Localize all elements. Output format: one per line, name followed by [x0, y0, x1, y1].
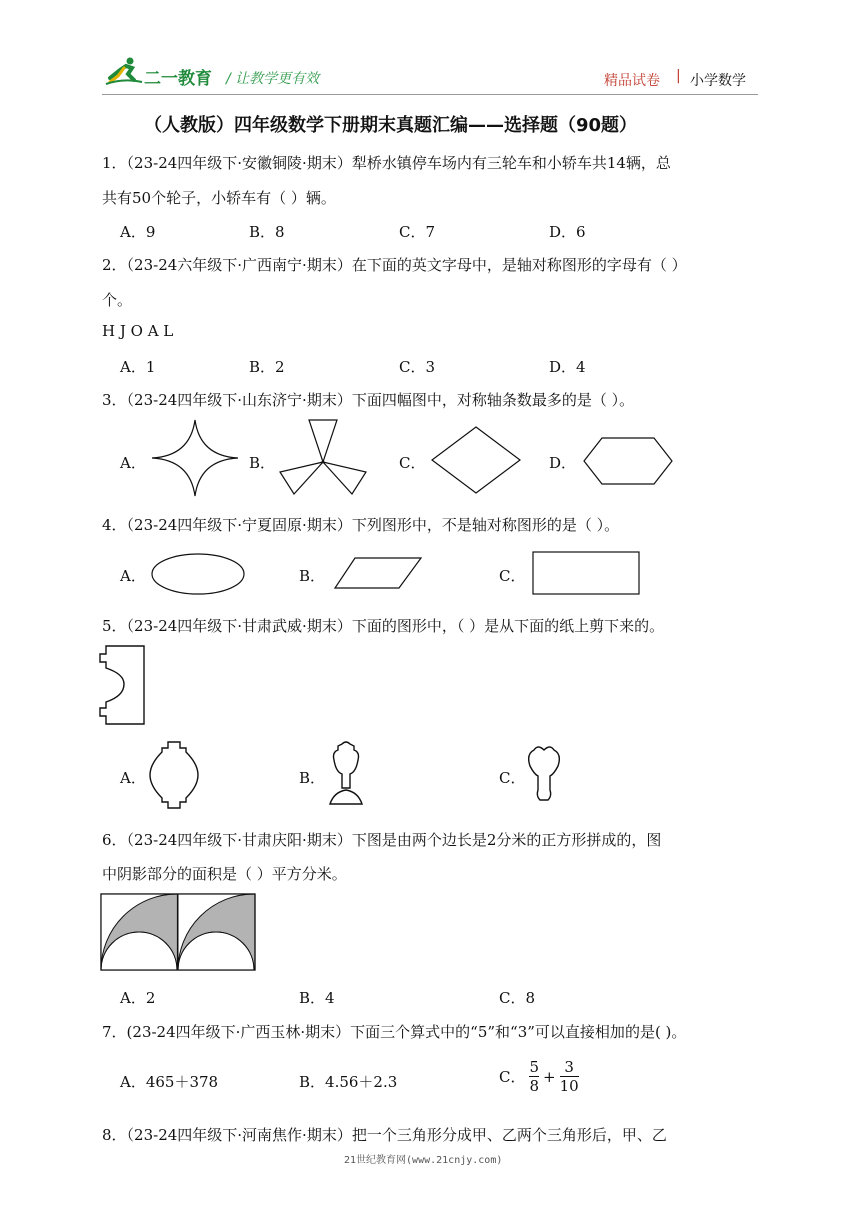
question-7-line-1: 7．(23-24四年级下·广西玉林·期末）下面三个算式中的“5”和“3”可以直接相加的是( )。 — [102, 1023, 687, 1041]
q3-option-d[interactable]: D． — [549, 454, 577, 472]
q1-option-c[interactable]: C．7 — [399, 223, 436, 241]
q1-option-d[interactable]: D．6 — [549, 223, 586, 241]
header-separator: | — [676, 68, 681, 84]
page-footer: 21世纪教育网(www.21cnjy.com) — [344, 1155, 503, 1166]
cut-shape-b-figure — [326, 740, 366, 810]
plus-sign: + — [543, 1067, 556, 1086]
rectangle-figure — [532, 551, 640, 595]
header-label-subject: 小学数学 — [690, 73, 746, 89]
four-point-star-figure — [150, 418, 240, 498]
question-8-line-1: 8．（23-24四年级下·河南焦作·期末）把一个三角形分成甲、乙两个三角形后，甲、乙 — [102, 1126, 667, 1144]
two-squares-shaded-figure — [100, 893, 256, 971]
q6-option-c[interactable]: C．8 — [499, 989, 536, 1007]
q3-option-c[interactable]: C． — [399, 454, 426, 472]
q6-option-a[interactable]: A．2 — [120, 989, 156, 1007]
q2-option-b[interactable]: B．2 — [249, 358, 285, 376]
page-title: （人教版）四年级数学下册期末真题汇编——选择题（90题） — [144, 115, 638, 136]
ellipse-figure — [150, 551, 246, 597]
q1-option-a[interactable]: A．9 — [120, 223, 156, 241]
q7-option-a[interactable]: A．465＋378 — [120, 1073, 219, 1091]
q2-option-c[interactable]: C．3 — [399, 358, 436, 376]
q7-option-b[interactable]: B．4.56＋2.3 — [299, 1073, 398, 1091]
three-triangle-fan-figure — [278, 418, 368, 498]
q5-option-b[interactable]: B． — [299, 769, 326, 787]
q3-option-b[interactable]: B． — [249, 454, 276, 472]
question-2-line-2: 个。 — [102, 291, 133, 309]
q1-option-b[interactable]: B．8 — [249, 223, 285, 241]
question-1-line-1: 1．（23-24四年级下·安徽铜陵·期末）犁桥水镇停车场内有三轮车和小轿车共14辆，总 — [102, 154, 671, 172]
q2-option-d[interactable]: D．4 — [549, 358, 586, 376]
fraction-2-denominator: 10 — [559, 1077, 579, 1095]
cut-shape-a-figure — [148, 740, 200, 810]
hexagon-figure — [582, 436, 674, 486]
question-6-line-1: 6．（23-24四年级下·甘肃庆阳·期末）下图是由两个边长是2分米的正方形拼成的，图 — [102, 831, 662, 849]
parallelogram-figure — [333, 556, 423, 590]
header-label-paper: 精品试卷 — [604, 73, 660, 89]
slogan: / 让教学更有效 — [226, 71, 320, 87]
fraction-five-eighths — [529, 1058, 539, 1095]
logo-runner-icon — [104, 56, 144, 86]
q7-option-c-label: C． — [499, 1068, 526, 1086]
question-2-line-1: 2．（23-24六年级下·广西南宁·期末）在下面的英文字母中，是轴对称图形的字母有（ ） — [102, 256, 687, 274]
q6-option-b[interactable]: B．4 — [299, 989, 335, 1007]
question-5-line-1: 5．（23-24四年级下·甘肃武威·期末）下面的图形中，（ ）是从下面的纸上剪下来的。 — [102, 617, 665, 635]
q4-option-a[interactable]: A． — [120, 567, 146, 585]
folded-paper-figure — [98, 644, 148, 726]
question-6-line-2: 中阴影部分的面积是（ ）平方分米。 — [102, 865, 347, 883]
question-4-line-1: 4．（23-24四年级下·宁夏固原·期末）下列图形中，不是轴对称图形的是（ ）。 — [102, 516, 620, 534]
q2-letters: H J O A L — [102, 322, 174, 340]
q3-option-a[interactable]: A． — [120, 454, 146, 472]
fraction-2-numerator: 3 — [564, 1058, 574, 1076]
cut-shape-c-figure — [526, 744, 562, 802]
q5-option-a[interactable]: A． — [120, 769, 146, 787]
q2-option-a[interactable]: A．1 — [120, 358, 156, 376]
q4-option-c[interactable]: C． — [499, 567, 526, 585]
fraction-three-tenths — [560, 1058, 579, 1095]
q5-option-c[interactable]: C． — [499, 769, 526, 787]
fraction-1-numerator: 5 — [529, 1058, 540, 1076]
question-3-line-1: 3．（23-24四年级下·山东济宁·期末）下面四幅图中，对称轴条数最多的是（ ）。 — [102, 391, 635, 409]
question-1-line-2: 共有50个轮子，小轿车有（ ）辆。 — [102, 189, 336, 207]
fraction-1-denominator: 8 — [529, 1077, 540, 1095]
header-rule — [102, 94, 758, 95]
rhombus-figure — [430, 425, 522, 495]
q4-option-b[interactable]: B． — [299, 567, 326, 585]
logo-text: 二一教育 — [144, 69, 212, 89]
q7-option-c[interactable] — [499, 1058, 579, 1095]
